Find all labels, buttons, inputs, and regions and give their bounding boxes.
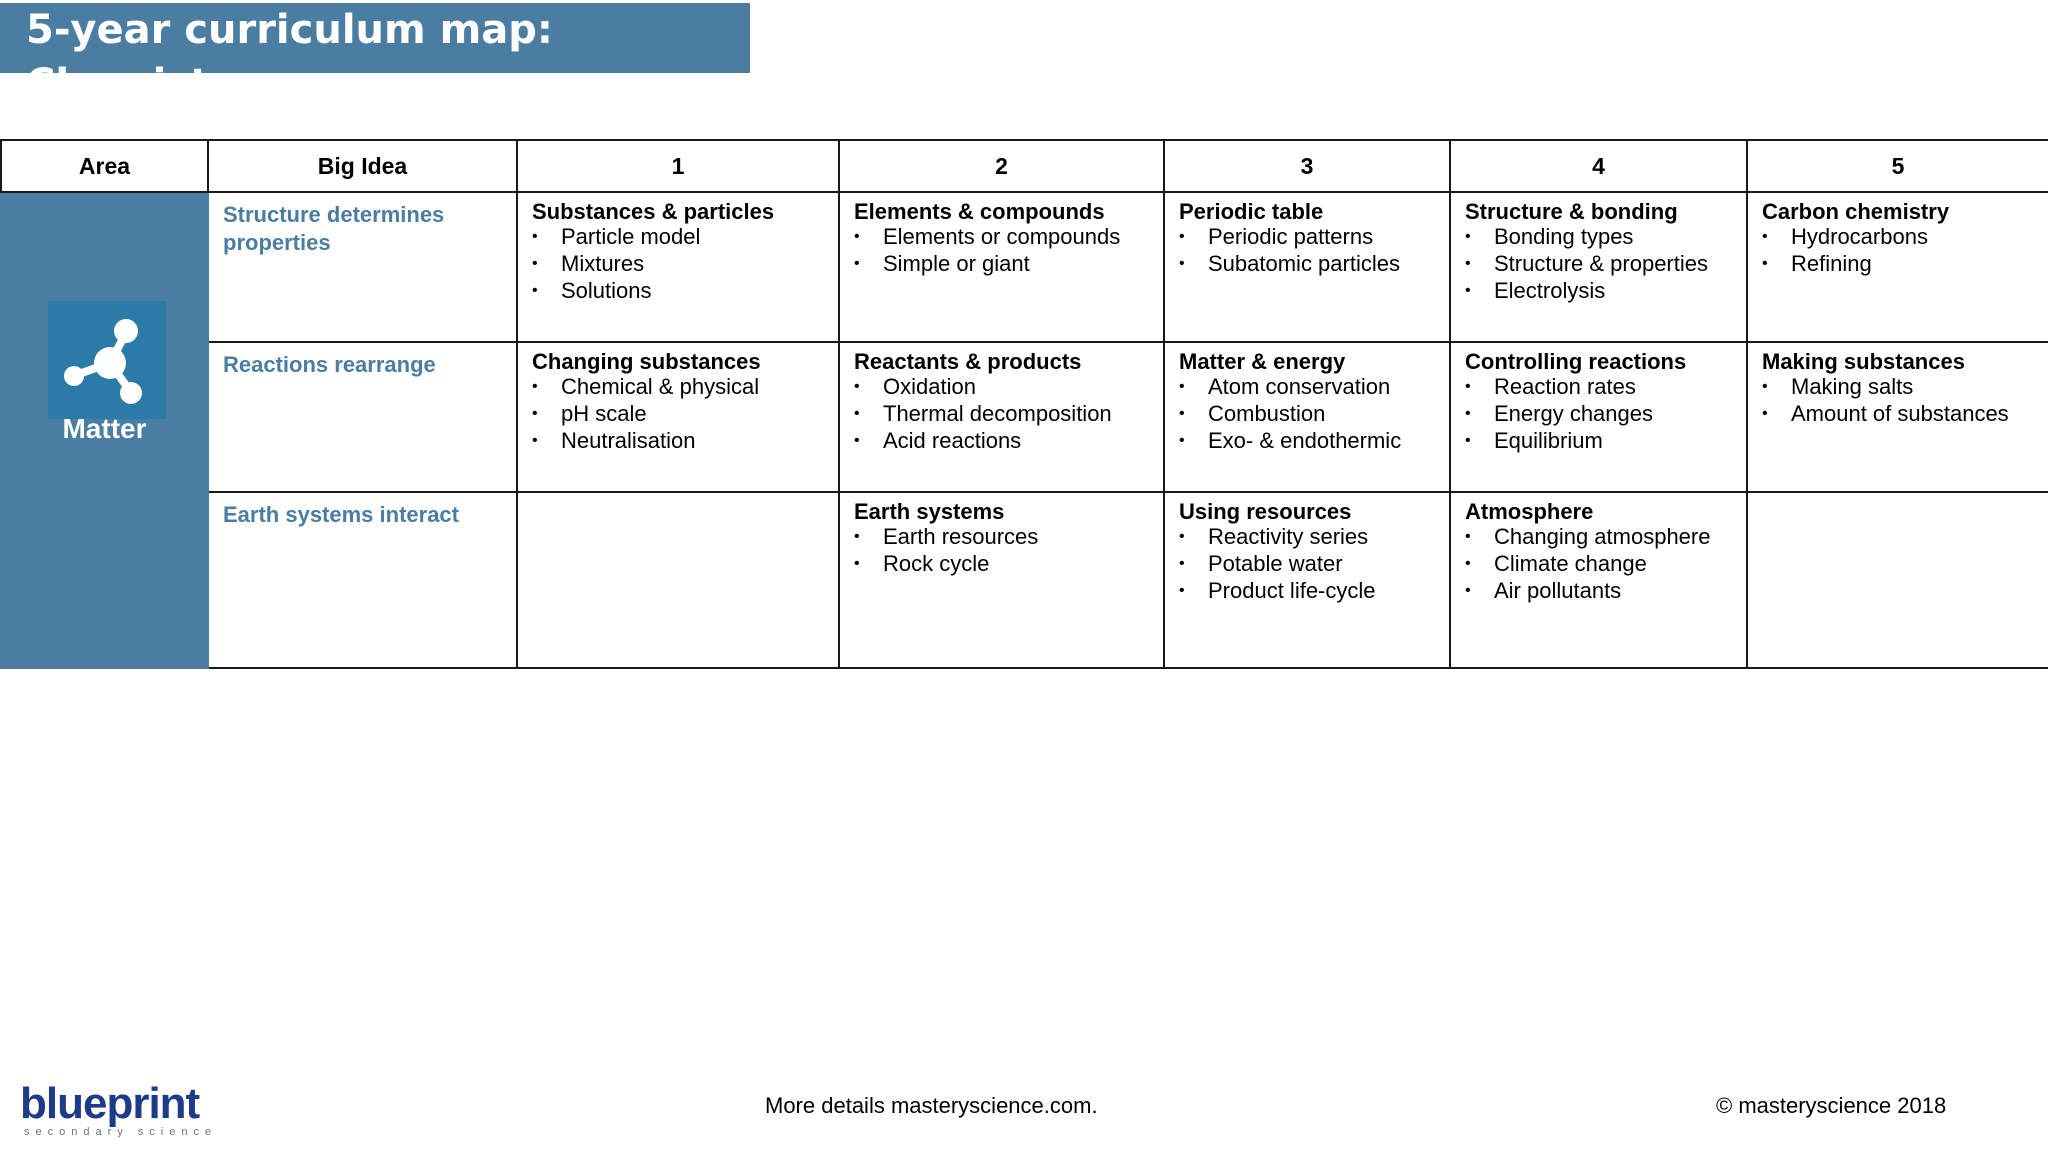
topic-title: Structure & bonding [1465,199,1678,224]
topic-title: Changing substances [532,349,761,374]
topic-list-item: • Exo- & endothermic [1179,427,1435,454]
topic-title: Making substances [1762,349,1965,374]
topic-cell [839,492,1164,668]
topic-cell [839,192,1164,342]
topic-cell [1450,492,1747,668]
topic-list [1179,523,1435,604]
blueprint-logo [20,1079,220,1142]
topic-title: Carbon chemistry [1762,199,1950,224]
topic-list-item: • Atom conservation [1179,373,1435,400]
header-row [1,140,2048,192]
topic-title: Elements & compounds [854,199,1105,224]
topic-title: Using resources [1179,499,1352,524]
topic-list [1762,223,2034,277]
topic-list-item: • Hydrocarbons [1762,223,2034,250]
topic-list-item: • Subatomic particles [1179,250,1435,277]
topic-cell [517,192,839,342]
table-row [1,342,2048,492]
topic-list-item: • Particle model [532,223,824,250]
topic-list-item: • pH scale [532,400,824,427]
topic-cell [1747,492,2048,668]
topic-list [1179,223,1435,277]
header-year-3: 3 [1164,140,1450,192]
topic-title: Substances & particles [532,199,775,224]
table-row [1,192,2048,342]
logo-wordmark: blueprint [20,1079,200,1128]
big-idea-label: Structure determines properties [223,202,445,255]
header-year-4: 4 [1450,140,1747,192]
topic-list-item: • Equilibrium [1465,427,1732,454]
topic-list-item: • Changing atmosphere [1465,523,1732,550]
area-cell [1,192,208,668]
topic-list-item: • Climate change [1465,550,1732,577]
topic-title: Controlling reactions [1465,349,1687,374]
topic-list-item: • Simple or giant [854,250,1149,277]
header-year-2: 2 [839,140,1164,192]
topic-cell [1747,342,2048,492]
topic-list [1465,523,1732,604]
header-area: Area [1,140,208,192]
topic-list [1179,373,1435,454]
topic-list-item: • Structure & properties [1465,250,1732,277]
header-big-idea: Big Idea [208,140,517,192]
topic-list-item: • Air pollutants [1465,577,1732,604]
big-idea-label: Reactions rearrange [223,352,436,377]
topic-title: Reactants & products [854,349,1082,374]
area-label: Matter [62,413,147,444]
topic-title: Atmosphere [1465,499,1594,524]
molecule-icon [48,301,166,419]
big-idea-cell [208,492,517,668]
header-year-5: 5 [1747,140,2048,192]
big-idea-cell [208,192,517,342]
footer-copyright: © masteryscience 2018 [1716,1093,1947,1118]
topic-list-item: • Earth resources [854,523,1149,550]
footer-details: More details masteryscience.com. [765,1093,1098,1118]
topic-list-item: • Energy changes [1465,400,1732,427]
topic-list [1465,373,1732,454]
topic-list [854,523,1149,577]
topic-list [854,373,1149,454]
topic-title: Matter & energy [1179,349,1346,374]
topic-list-item: • Electrolysis [1465,277,1732,304]
topic-list-item: • Amount of substances [1762,400,2034,427]
page-title: 5-year curriculum map: Chemistry [0,3,750,73]
topic-cell [1164,342,1450,492]
topic-cell [517,492,839,668]
topic-list [1465,223,1732,304]
topic-list-item: • Elements or compounds [854,223,1149,250]
topic-list-item: • Potable water [1179,550,1435,577]
topic-list-item: • Reactivity series [1179,523,1435,550]
topic-list-item: • Periodic patterns [1179,223,1435,250]
topic-list-item: • Refining [1762,250,2034,277]
topic-cell [1747,192,2048,342]
logo-subtext: secondary science [24,1126,218,1138]
curriculum-table [0,139,2048,669]
topic-cell [1164,192,1450,342]
topic-cell [1164,492,1450,668]
topic-list-item: • Combustion [1179,400,1435,427]
topic-cell [517,342,839,492]
topic-list-item: • Solutions [532,277,824,304]
topic-cell [839,342,1164,492]
topic-cell [1450,342,1747,492]
topic-cell [1450,192,1747,342]
topic-list [854,223,1149,277]
topic-title: Periodic table [1179,199,1324,224]
topic-list-item: • Reaction rates [1465,373,1732,400]
topic-list-item: • Neutralisation [532,427,824,454]
topic-list-item: • Bonding types [1465,223,1732,250]
topic-list [532,223,824,304]
topic-list-item: • Acid reactions [854,427,1149,454]
topic-list-item: • Chemical & physical [532,373,824,400]
big-idea-label: Earth systems interact [223,502,459,527]
table-row [1,492,2048,668]
topic-list [532,373,824,454]
topic-list-item: • Rock cycle [854,550,1149,577]
header-year-1: 1 [517,140,839,192]
topic-title: Earth systems [854,499,1005,524]
topic-list [1762,373,2034,427]
big-idea-cell [208,342,517,492]
topic-list-item: • Thermal decomposition [854,400,1149,427]
topic-list-item: • Making salts [1762,373,2034,400]
topic-list-item: • Mixtures [532,250,824,277]
topic-list-item: • Product life-cycle [1179,577,1435,604]
topic-list-item: • Oxidation [854,373,1149,400]
